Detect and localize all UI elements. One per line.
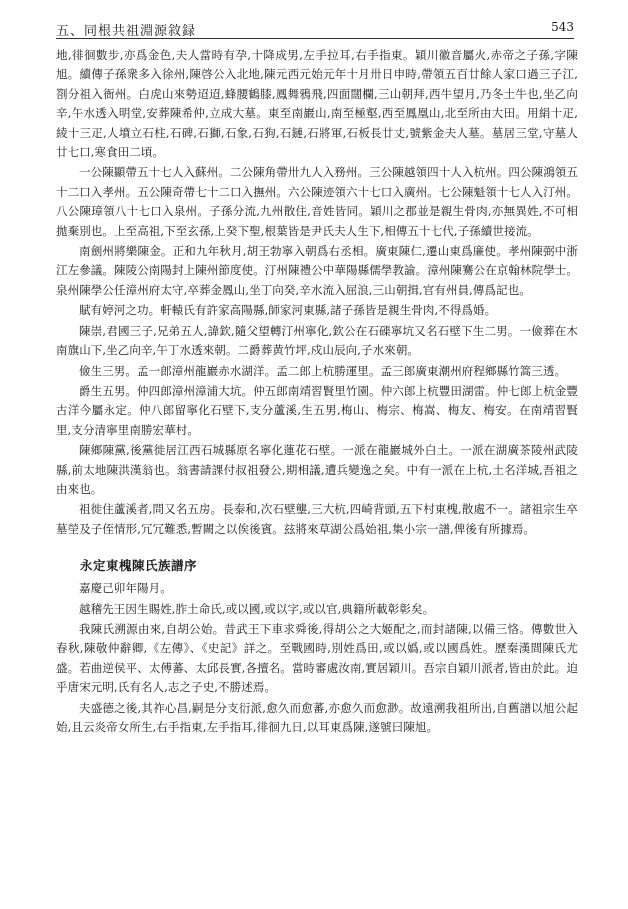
paragraph-3: 南劍州將樂陳金。正和九年秋月,胡王勃寧入朝爲右丞相。廣東陳仁,遷山東爲廉使。孝州陳弼中浙江左參議。陳陵公南陽封上陳州節度使。汀州陳禮公中華陽縣儒學教諭。漳州陳騫公在京翰林院學士。泉州陳學公任漳州府太守,卒葬金鳳山,坐丁向癸,辛水流入屈浪,三山朝揖,官有州員,傳爲記也。 (56, 244, 578, 297)
paragraph-date: 嘉慶己卯年陽月。 (79, 581, 172, 596)
paragraph-9: 祖徙住蘆溪者,問又名五房。長泰和,次石壁壟,三大杭,四崎背頭,五下村東槐,散處不一。諸祖宗生卒墓塋及子侄情形,冗冗難悉,暫闕之以俟後賓。玆將來草湖公爲始祖,集小宗一譜,俾後有所據焉。 (56, 502, 578, 536)
section-title: 永定東槐陳氏族譜序 (80, 558, 198, 574)
paragraph-7: 爵生五男。仲四郎漳州漳浦大坑。仲五郎南靖習賢里竹園。仲六郎上杭豐田湖雷。仲七郎上杭金豐古洋今屬永定。仲八郎留寧化石壁下,支分蘆溪,生五男,梅山、梅宗、梅嵩、梅友、梅安。在南靖習賢里,支分清寧里南勝宏華村。 (56, 383, 578, 437)
paragraph-1: 地,徘徊數步,亦爲金色,夫人當時有孕,十降成男,左手拉耳,右手指東。穎川徽音屬火,赤帝之子孫,字陳旭。續傳子孫衆多入徐州,陳啓公入北地,陳元西元始元年十月卅日申時,帶領五百廿餘人家口過三子江,劄分祖入衙州。白虎山來勢迢迢,蜂腰鶴膝,鳳舞鴉飛,四面闊欄,三山朝拜,西牛望月,乃冬土牛也,坐乙向辛,午水透入明堂,安葬陳希仲,立成大墓。東至南巖山,南至極壑,西至鳳凰山,北至所由大田。用絹十疋,綾十三疋,人墳立石柱,石碑,石獅,石象,石狗,石鏈,石將軍,石板長廿丈,號紫金夫人墓。墓居三堂,守墓人廿七口,寒食田二頃。 (56, 48, 578, 160)
paragraph-6: 儉生三男。孟一郎漳州龍巖赤水湖洋。孟二郎上杭勝運里。孟三郎廣東潮州府程鄉縣竹篙三透。 (79, 363, 567, 378)
running-header (56, 18, 574, 39)
paragraph-5: 陳崇,君國三子,兄弟五人,諱欽,隨父望轉汀州寧化,欽公在石磲寧坑又名石壁下生二男。一儉葬在木南旗山下,坐乙向辛,午丁水透來朝。二爵葬黄竹坪,戍山辰向,子水來朝。 (56, 323, 578, 358)
paragraph-2: 一公陳顯帶五十七人入蘇州。二公陳角帶卅九人入務州。三公陳越領四十人入杭州。四公陳鴻領五十二口入孝州。五公陳奇帶七十二口入撫州。六公陳迹領六十七口入廣州。七公陳魁領十七人入汀州。八公陳璋領八十七口入泉州。子孫分流,九州散住,音姓皆同。穎川之郡並是親生骨肉,亦無異姓,不可相拋棄別也。上至高祖,下至玄孫,上癸下聖,根葉皆是尹氏夫人生下,相傳五十七代,子孫續世接流。 (56, 165, 578, 238)
paragraph-12: 夫盛德之後,其祚心昌,嗣是分支衍派,愈久而愈蕃,亦愈久而愈渺。故遠溯我祖所出,自舊譜以旭公起始,且云炎帝女所生,右手指東,左手指耳,徘徊九日,以耳東爲陳,遂號曰陳旭。 (56, 700, 578, 734)
page-number: 543 (551, 20, 574, 34)
paragraph-10: 越稽先王因生賜姓,胙土命氏,或以國,或以字,或以官,典籍所載彰彰矣。 (79, 601, 435, 616)
body-text (56, 46, 578, 738)
paragraph-8: 陳鄉陳黨,後黨徙居江西石城縣原名寧化蓮花石壁。一派在龍巖城外白土。一派在湖廣茶陵州武陵縣,前太地陳洪漢翁也。翁書請課付叔祖發公,期相議,遭兵變逸之矣。中有一派在上杭,土名洋城,吾祖之由來也。 (56, 443, 578, 496)
paragraph-11: 我陳氏溯源由來,自胡公始。昔武王下車求舜後,得胡公之大姬配之,而封諸陳,以備三恪。傳數世入春秋,陳敬仲辭卿,《左傳》、《史記》詳之。至戰國時,別姓爲田,或以嬀,或以國爲姓。歷秦漢間陳氏尤盛。若曲逆侯平、太傅蕃、太邱長實,各擅名。當時審處汝南,實居穎川。吾宗自穎川派者,皆由於此。迫乎唐宋元明,氏有名人,志之子史,不勝述焉。 (56, 621, 578, 695)
running-title: 五、同根共祖淵源敘録 (56, 24, 197, 39)
paragraph-4: 賦有婷河之功。軒轅氏有許家高陽縣,師家河東縣,諸子孫皆是親生骨肉,不得爲婚。 (79, 303, 497, 318)
